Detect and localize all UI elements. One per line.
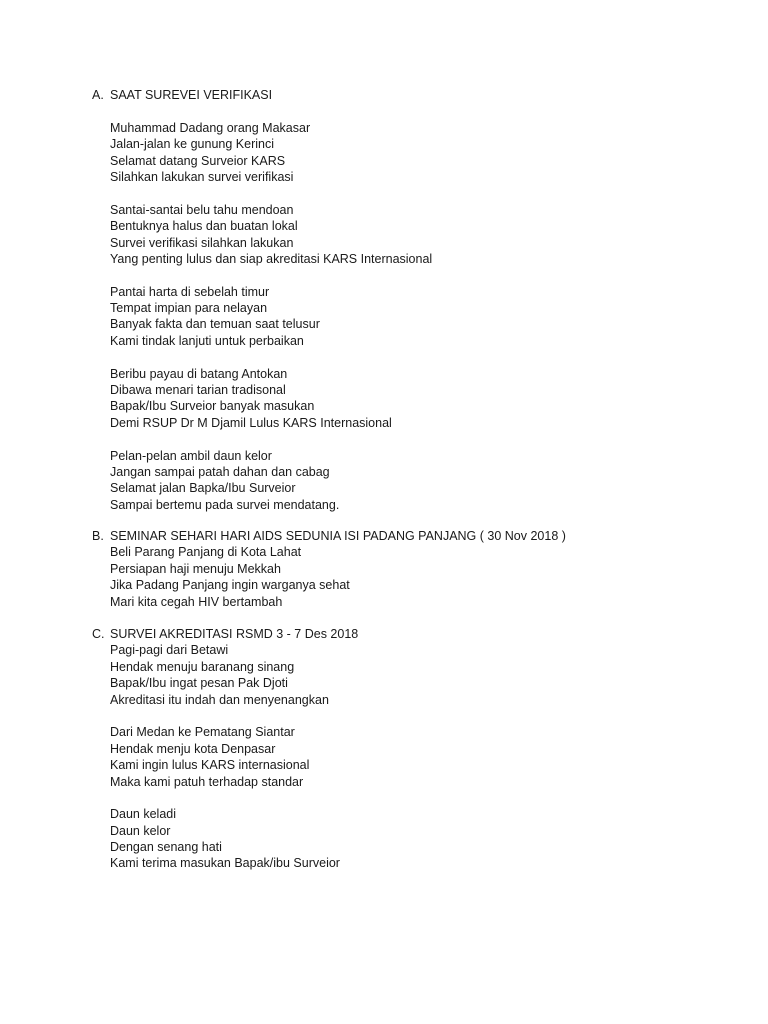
verse-line: Jangan sampai patah dahan dan cabag — [110, 464, 330, 479]
stanza — [110, 544, 732, 610]
section-title: SEMINAR SEHARI HARI AIDS SEDUNIA ISI PADANG PANJANG ( 30 Nov 2018 ) — [110, 529, 566, 543]
section-marker: B. — [92, 529, 104, 543]
verse-line: Pagi-pagi dari Betawi — [110, 643, 229, 658]
verse-line: Muhammad Dadang orang Makasar — [110, 120, 311, 135]
verse-line: Kami tindak lanjuti untuk perbaikan — [110, 333, 304, 348]
verse-line: Pantai harta di sebelah timur — [110, 284, 270, 299]
verse-line: Daun kelor — [110, 823, 171, 838]
section-a — [92, 87, 732, 513]
verse-line: Bentuknya halus dan buatan lokal — [110, 219, 298, 234]
stanza — [110, 642, 732, 708]
section-heading — [92, 626, 732, 642]
verse-line: Sampai bertemu pada survei mendatang. — [110, 497, 340, 512]
verse-line: Demi RSUP Dr M Djamil Lulus KARS Internasional — [110, 415, 392, 430]
verse-line: Kami ingin lulus KARS internasional — [110, 758, 310, 773]
verse-line: Selamat datang Surveior KARS — [110, 153, 286, 168]
verse-line: Kami terima masukan Bapak/ibu Surveior — [110, 856, 340, 871]
verse-line: Dibawa menari tarian tradisonal — [110, 383, 286, 398]
verse-line: Dengan senang hati — [110, 840, 222, 855]
stanza — [110, 806, 732, 872]
verse-line: Mari kita cegah HIV bertambah — [110, 594, 283, 609]
section-verses — [110, 544, 732, 610]
section-marker: C. — [92, 627, 105, 641]
verse-line: Daun keladi — [110, 807, 177, 822]
verse-line: Bapak/Ibu Surveior banyak masukan — [110, 399, 315, 414]
section-c — [92, 626, 732, 872]
stanza — [110, 448, 732, 514]
verse-line: Jalan-jalan ke gunung Kerinci — [110, 137, 274, 152]
section-marker: A. — [92, 88, 104, 102]
verse-line: Hendak menju kota Denpasar — [110, 741, 276, 756]
verse-line: Beli Parang Panjang di Kota Lahat — [110, 545, 302, 560]
stanza — [110, 366, 732, 432]
stanza — [110, 120, 732, 186]
verse-line: Tempat impian para nelayan — [110, 301, 268, 316]
verse-line: Pelan-pelan ambil daun kelor — [110, 448, 272, 463]
verse-line: Santai-santai belu tahu mendoan — [110, 202, 294, 217]
verse-line: Hendak menuju baranang sinang — [110, 659, 295, 674]
verse-line: Dari Medan ke Pematang Siantar — [110, 725, 295, 740]
verse-line: Silahkan lakukan survei verifikasi — [110, 169, 294, 184]
section-title: SURVEI AKREDITASI RSMD 3 - 7 Des 2018 — [110, 627, 359, 641]
stanza — [110, 724, 732, 790]
verse-line: Survei verifikasi silahkan lakukan — [110, 235, 294, 250]
verse-line: Akreditasi itu indah dan menyenangkan — [110, 692, 329, 707]
section-heading — [92, 528, 732, 544]
verse-line: Selamat jalan Bapka/Ibu Surveior — [110, 481, 296, 496]
verse-line: Yang penting lulus dan siap akreditasi KARS Internasional — [110, 251, 433, 266]
section-b — [92, 528, 732, 610]
verse-line: Banyak fakta dan temuan saat telusur — [110, 317, 320, 332]
verse-line: Bapak/Ibu ingat pesan Pak Djoti — [110, 676, 288, 691]
verse-line: Jika Padang Panjang ingin warganya sehat — [110, 578, 350, 593]
verse-line: Maka kami patuh terhadap standar — [110, 774, 304, 789]
section-verses — [110, 642, 732, 871]
section-heading — [92, 87, 732, 103]
section-title: SAAT SUREVEI VERIFIKASI — [110, 88, 273, 102]
section-verses — [110, 120, 732, 513]
verse-line: Beribu payau di batang Antokan — [110, 366, 288, 381]
stanza — [110, 284, 732, 350]
verse-line: Persiapan haji menuju Mekkah — [110, 561, 281, 576]
stanza — [110, 202, 732, 268]
